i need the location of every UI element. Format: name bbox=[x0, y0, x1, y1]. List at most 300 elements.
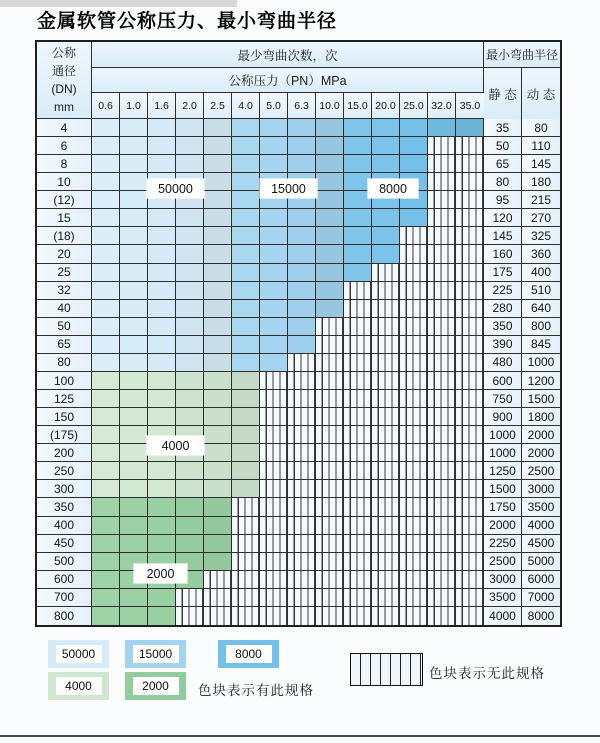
static-radius-value: 95 bbox=[484, 191, 522, 209]
spec-cell bbox=[400, 137, 428, 155]
spec-cell bbox=[120, 480, 148, 498]
no-spec-hatch-cell bbox=[456, 517, 484, 535]
no-spec-hatch-cell bbox=[456, 245, 484, 263]
spec-cell bbox=[148, 137, 176, 155]
no-spec-hatch-cell bbox=[260, 372, 288, 390]
no-spec-hatch-cell bbox=[428, 318, 456, 336]
dn-cell-700: 700 bbox=[37, 589, 92, 607]
legend-swatch-2000 bbox=[125, 672, 186, 700]
static-radius-value: 2500 bbox=[484, 553, 522, 571]
spec-cell bbox=[204, 498, 232, 516]
dynamic-radius-value: 5000 bbox=[522, 553, 560, 571]
dn-corner-line-1: 通径 bbox=[51, 64, 76, 78]
no-spec-hatch-cell bbox=[260, 390, 288, 408]
no-spec-hatch-cell bbox=[288, 571, 316, 589]
spec-cell bbox=[92, 571, 120, 589]
spec-cell bbox=[288, 318, 316, 336]
spec-cell bbox=[148, 390, 176, 408]
spec-cell bbox=[316, 137, 344, 155]
dn-cell-40: 40 bbox=[37, 300, 92, 318]
spec-cell bbox=[344, 209, 372, 227]
no-spec-hatch-cell bbox=[372, 318, 400, 336]
no-spec-hatch-cell bbox=[372, 390, 400, 408]
spec-cell bbox=[176, 517, 204, 535]
spec-cell bbox=[288, 282, 316, 300]
spec-cell bbox=[204, 480, 232, 498]
spec-cell bbox=[204, 426, 232, 444]
no-spec-hatch-cell bbox=[428, 589, 456, 607]
no-spec-hatch-cell bbox=[232, 498, 260, 516]
spec-cell bbox=[232, 480, 260, 498]
dynamic-radius-value: 2000 bbox=[522, 426, 560, 444]
spec-cell bbox=[92, 462, 120, 480]
dynamic-radius-value: 325 bbox=[522, 227, 560, 245]
spec-cell bbox=[176, 227, 204, 245]
spec-cell bbox=[120, 462, 148, 480]
spec-cell bbox=[148, 607, 176, 625]
static-radius-value: 1750 bbox=[484, 498, 522, 516]
spec-cell bbox=[260, 354, 288, 372]
dynamic-radius-value: 360 bbox=[522, 245, 560, 263]
spec-cell bbox=[288, 300, 316, 318]
spec-cell bbox=[120, 282, 148, 300]
no-spec-hatch-cell bbox=[288, 372, 316, 390]
dynamic-radius-value: 110 bbox=[522, 137, 560, 155]
no-spec-hatch-cell bbox=[456, 191, 484, 209]
no-spec-hatch-cell bbox=[428, 571, 456, 589]
spec-cell bbox=[232, 282, 260, 300]
spec-cell bbox=[260, 119, 288, 137]
no-spec-hatch-cell bbox=[316, 571, 344, 589]
spec-cell bbox=[316, 155, 344, 173]
no-spec-hatch-cell bbox=[400, 300, 428, 318]
spec-cell bbox=[204, 444, 232, 462]
no-spec-hatch-cell bbox=[428, 372, 456, 390]
spec-cell bbox=[372, 155, 400, 173]
spec-cell bbox=[260, 318, 288, 336]
static-radius-value: 175 bbox=[484, 264, 522, 282]
no-spec-hatch-cell bbox=[372, 282, 400, 300]
no-spec-hatch-cell bbox=[372, 535, 400, 553]
spec-cell bbox=[400, 209, 428, 227]
no-spec-hatch-cell bbox=[456, 462, 484, 480]
no-spec-hatch-cell bbox=[456, 173, 484, 191]
spec-cell bbox=[176, 264, 204, 282]
dn-cell-25: 25 bbox=[37, 264, 92, 282]
static-radius-value: 390 bbox=[484, 336, 522, 354]
no-spec-hatch-cell bbox=[288, 354, 316, 372]
spec-cell bbox=[120, 408, 148, 426]
spec-cell bbox=[92, 245, 120, 263]
spec-cell bbox=[92, 589, 120, 607]
no-spec-hatch-cell bbox=[428, 264, 456, 282]
no-spec-hatch-cell bbox=[456, 137, 484, 155]
spec-cell bbox=[92, 444, 120, 462]
dynamic-radius-value: 845 bbox=[522, 336, 560, 354]
spec-cell bbox=[92, 264, 120, 282]
no-spec-hatch-cell bbox=[428, 336, 456, 354]
spec-cell bbox=[148, 535, 176, 553]
no-spec-hatch-cell bbox=[400, 336, 428, 354]
spec-cell bbox=[176, 480, 204, 498]
spec-cell bbox=[176, 390, 204, 408]
static-radius-value: 3000 bbox=[484, 571, 522, 589]
no-spec-hatch-cell bbox=[400, 318, 428, 336]
no-spec-hatch-cell bbox=[260, 517, 288, 535]
spec-cell bbox=[120, 336, 148, 354]
static-radius-value: 1250 bbox=[484, 462, 522, 480]
no-spec-hatch-cell bbox=[428, 535, 456, 553]
no-spec-hatch-cell bbox=[316, 426, 344, 444]
dn-cell-250: 250 bbox=[37, 462, 92, 480]
pressure-tick-2.5: 2.5 bbox=[204, 93, 232, 119]
spec-cell bbox=[260, 227, 288, 245]
spec-cell bbox=[232, 191, 260, 209]
spec-cell bbox=[288, 227, 316, 245]
no-spec-hatch-cell bbox=[372, 444, 400, 462]
dynamic-radius-value: 7000 bbox=[522, 589, 560, 607]
spec-cell bbox=[120, 173, 148, 191]
spec-cell bbox=[232, 119, 260, 137]
spec-cell bbox=[176, 155, 204, 173]
no-spec-hatch-cell bbox=[372, 372, 400, 390]
pressure-tick-2.0: 2.0 bbox=[176, 93, 204, 119]
no-spec-hatch-cell bbox=[204, 571, 232, 589]
spec-cell bbox=[316, 282, 344, 300]
no-spec-hatch-cell bbox=[372, 300, 400, 318]
spec-cell bbox=[92, 119, 120, 137]
spec-cell bbox=[204, 535, 232, 553]
spec-cell bbox=[92, 372, 120, 390]
no-spec-hatch-cell bbox=[176, 607, 204, 625]
no-spec-hatch-cell bbox=[456, 408, 484, 426]
spec-cell bbox=[148, 517, 176, 535]
spec-cell bbox=[400, 155, 428, 173]
no-spec-hatch-cell bbox=[260, 535, 288, 553]
spec-cell bbox=[204, 553, 232, 571]
static-radius-value: 280 bbox=[484, 300, 522, 318]
spec-cell bbox=[176, 137, 204, 155]
no-spec-hatch-cell bbox=[372, 264, 400, 282]
spec-cell bbox=[372, 209, 400, 227]
no-spec-hatch-cell bbox=[456, 390, 484, 408]
spec-cell bbox=[148, 155, 176, 173]
dynamic-radius-value: 2000 bbox=[522, 444, 560, 462]
no-spec-hatch-cell bbox=[428, 607, 456, 625]
no-spec-hatch-cell bbox=[260, 553, 288, 571]
dynamic-radius-value: 180 bbox=[522, 173, 560, 191]
spec-cell bbox=[260, 137, 288, 155]
spec-cell bbox=[204, 155, 232, 173]
spec-cell bbox=[120, 444, 148, 462]
spec-cell bbox=[120, 191, 148, 209]
no-spec-hatch-cell bbox=[456, 264, 484, 282]
dn-cell-20: 20 bbox=[37, 245, 92, 263]
dynamic-radius-value: 800 bbox=[522, 318, 560, 336]
dn-cell-(175): (175) bbox=[37, 426, 92, 444]
no-spec-hatch-cell bbox=[260, 480, 288, 498]
no-spec-hatch-cell bbox=[344, 354, 372, 372]
no-spec-hatch-cell bbox=[344, 300, 372, 318]
no-spec-hatch-cell bbox=[456, 282, 484, 300]
dn-cell-6: 6 bbox=[37, 137, 92, 155]
dn-cell-15: 15 bbox=[37, 209, 92, 227]
pressure-tick-25.0: 25.0 bbox=[400, 93, 428, 119]
static-radius-value: 750 bbox=[484, 390, 522, 408]
band-label-2000: 2000 bbox=[134, 564, 187, 583]
spec-cell bbox=[232, 336, 260, 354]
spec-cell bbox=[148, 372, 176, 390]
spec-cell bbox=[204, 318, 232, 336]
spec-cell bbox=[204, 462, 232, 480]
legend-swatch-50000 bbox=[48, 640, 109, 668]
no-spec-hatch-cell bbox=[372, 408, 400, 426]
no-spec-hatch-cell bbox=[316, 444, 344, 462]
no-spec-hatch-cell bbox=[316, 372, 344, 390]
spec-cell bbox=[176, 408, 204, 426]
static-radius-value: 1500 bbox=[484, 480, 522, 498]
spec-cell bbox=[92, 480, 120, 498]
no-spec-hatch-cell bbox=[232, 517, 260, 535]
no-spec-hatch-cell bbox=[456, 426, 484, 444]
static-radius-value: 900 bbox=[484, 408, 522, 426]
legend-swatch-label: 15000 bbox=[133, 645, 179, 663]
spec-cell bbox=[92, 137, 120, 155]
spec-cell bbox=[120, 209, 148, 227]
spec-cell bbox=[400, 119, 428, 137]
no-spec-hatch-cell bbox=[456, 571, 484, 589]
spec-cell bbox=[232, 137, 260, 155]
spec-cell bbox=[288, 155, 316, 173]
no-spec-hatch-cell bbox=[428, 480, 456, 498]
pressure-tick-0.6: 0.6 bbox=[92, 93, 120, 119]
spec-cell bbox=[92, 426, 120, 444]
spec-cell bbox=[120, 390, 148, 408]
dn-cell-125: 125 bbox=[37, 390, 92, 408]
dynamic-radius-value: 4500 bbox=[522, 535, 560, 553]
dynamic-radius-value: 2500 bbox=[522, 462, 560, 480]
spec-cell bbox=[316, 245, 344, 263]
spec-cell bbox=[92, 408, 120, 426]
spec-cell bbox=[260, 209, 288, 227]
no-spec-hatch-cell bbox=[288, 535, 316, 553]
spec-cell bbox=[316, 119, 344, 137]
no-spec-hatch-cell bbox=[288, 517, 316, 535]
no-spec-hatch-cell bbox=[428, 390, 456, 408]
spec-cell bbox=[148, 408, 176, 426]
no-spec-hatch-cell bbox=[428, 426, 456, 444]
spec-cell bbox=[260, 336, 288, 354]
spec-cell bbox=[316, 300, 344, 318]
no-spec-hatch-cell bbox=[316, 354, 344, 372]
spec-cell bbox=[120, 318, 148, 336]
spec-cell bbox=[260, 245, 288, 263]
pressure-tick-32.0: 32.0 bbox=[428, 93, 456, 119]
no-spec-hatch-cell bbox=[176, 589, 204, 607]
spec-cell bbox=[204, 300, 232, 318]
spec-cell bbox=[148, 480, 176, 498]
no-spec-hatch-cell bbox=[344, 571, 372, 589]
pressure-tick-1.6: 1.6 bbox=[148, 93, 176, 119]
spec-cell bbox=[232, 209, 260, 227]
static-radius-value: 225 bbox=[484, 282, 522, 300]
no-spec-hatch-cell bbox=[372, 571, 400, 589]
static-radius-value: 35 bbox=[484, 119, 522, 137]
no-spec-hatch-cell bbox=[400, 264, 428, 282]
no-spec-hatch-cell bbox=[372, 589, 400, 607]
spec-cell bbox=[176, 336, 204, 354]
no-spec-hatch-cell bbox=[372, 607, 400, 625]
no-spec-hatch-cell bbox=[428, 245, 456, 263]
dynamic-radius-value: 400 bbox=[522, 264, 560, 282]
no-spec-hatch-cell bbox=[316, 336, 344, 354]
static-radius-value: 50 bbox=[484, 137, 522, 155]
spec-cell bbox=[372, 119, 400, 137]
no-spec-hatch-cell bbox=[344, 589, 372, 607]
no-spec-hatch-cell bbox=[428, 444, 456, 462]
spec-cell bbox=[176, 300, 204, 318]
no-spec-hatch-cell bbox=[288, 607, 316, 625]
spec-cell bbox=[176, 282, 204, 300]
no-spec-hatch-cell bbox=[428, 191, 456, 209]
dn-cell-150: 150 bbox=[37, 408, 92, 426]
no-spec-hatch-cell bbox=[400, 444, 428, 462]
no-spec-hatch-cell bbox=[372, 462, 400, 480]
no-spec-hatch-cell bbox=[400, 553, 428, 571]
spec-cell bbox=[120, 589, 148, 607]
legend-swatch-label: 8000 bbox=[226, 645, 272, 663]
dynamic-radius-value: 640 bbox=[522, 300, 560, 318]
dn-cell-600: 600 bbox=[37, 571, 92, 589]
legend-has-spec-text: 色块表示有此规格 bbox=[198, 683, 314, 698]
no-spec-hatch-cell bbox=[232, 589, 260, 607]
band-label-8000: 8000 bbox=[368, 179, 418, 198]
spec-cell bbox=[176, 498, 204, 516]
legend-swatch-15000 bbox=[125, 640, 186, 668]
no-spec-hatch-cell bbox=[456, 209, 484, 227]
no-spec-hatch-cell bbox=[428, 227, 456, 245]
spec-cell bbox=[148, 264, 176, 282]
no-spec-hatch-cell bbox=[344, 282, 372, 300]
no-spec-hatch-cell bbox=[288, 426, 316, 444]
dn-cell-(12): (12) bbox=[37, 191, 92, 209]
no-spec-hatch-cell bbox=[260, 498, 288, 516]
no-spec-hatch-cell bbox=[400, 372, 428, 390]
no-spec-hatch-cell bbox=[344, 372, 372, 390]
legend-swatch-8000 bbox=[218, 640, 279, 668]
no-spec-hatch-cell bbox=[456, 318, 484, 336]
no-spec-hatch-cell bbox=[288, 408, 316, 426]
dn-cell-300: 300 bbox=[37, 480, 92, 498]
spec-cell bbox=[204, 245, 232, 263]
no-spec-hatch-cell bbox=[428, 408, 456, 426]
dn-cell-4: 4 bbox=[37, 119, 92, 137]
static-radius-value: 80 bbox=[484, 173, 522, 191]
no-spec-hatch-cell bbox=[344, 408, 372, 426]
spec-cell bbox=[120, 498, 148, 516]
spec-cell bbox=[148, 354, 176, 372]
spec-cell bbox=[120, 607, 148, 625]
no-spec-hatch-cell bbox=[456, 535, 484, 553]
no-spec-hatch-cell bbox=[456, 336, 484, 354]
spec-cell bbox=[148, 589, 176, 607]
dynamic-radius-value: 1200 bbox=[522, 372, 560, 390]
dn-cell-100: 100 bbox=[37, 372, 92, 390]
static-radius-value: 1000 bbox=[484, 426, 522, 444]
no-spec-hatch-cell bbox=[232, 535, 260, 553]
spec-cell bbox=[92, 209, 120, 227]
spec-cell bbox=[176, 245, 204, 263]
spec-cell bbox=[92, 607, 120, 625]
no-spec-hatch-cell bbox=[204, 607, 232, 625]
static-radius-value: 65 bbox=[484, 155, 522, 173]
spec-cell bbox=[92, 517, 120, 535]
no-spec-hatch-cell bbox=[428, 282, 456, 300]
no-spec-hatch-cell bbox=[456, 227, 484, 245]
pressure-tick-20.0: 20.0 bbox=[372, 93, 400, 119]
dynamic-radius-value: 215 bbox=[522, 191, 560, 209]
dn-cell-400: 400 bbox=[37, 517, 92, 535]
no-spec-hatch-cell bbox=[288, 444, 316, 462]
spec-cell bbox=[120, 137, 148, 155]
spec-cell bbox=[120, 245, 148, 263]
no-spec-hatch-cell bbox=[456, 480, 484, 498]
spec-cell bbox=[120, 264, 148, 282]
spec-cell bbox=[176, 535, 204, 553]
legend-hatch-block bbox=[350, 653, 423, 686]
static-radius-value: 1000 bbox=[484, 444, 522, 462]
spec-cell bbox=[148, 462, 176, 480]
legend-swatch-4000 bbox=[48, 672, 109, 700]
pressure-tick-1.0: 1.0 bbox=[120, 93, 148, 119]
no-spec-hatch-cell bbox=[400, 462, 428, 480]
spec-cell bbox=[232, 372, 260, 390]
spec-cell bbox=[92, 390, 120, 408]
no-spec-hatch-cell bbox=[316, 607, 344, 625]
spec-cell bbox=[316, 209, 344, 227]
pressure-tick-6.3: 6.3 bbox=[288, 93, 316, 119]
no-spec-hatch-cell bbox=[400, 517, 428, 535]
spec-cell bbox=[120, 227, 148, 245]
spec-cell bbox=[232, 155, 260, 173]
no-spec-hatch-cell bbox=[260, 462, 288, 480]
spec-cell bbox=[92, 498, 120, 516]
spec-cell bbox=[92, 155, 120, 173]
dn-cell-80: 80 bbox=[37, 354, 92, 372]
bend-times-header: 最少弯曲次数，次 bbox=[92, 42, 484, 68]
spec-cell bbox=[120, 426, 148, 444]
band-label-15000: 15000 bbox=[260, 179, 317, 198]
no-spec-hatch-cell bbox=[400, 282, 428, 300]
static-radius-value: 2000 bbox=[484, 517, 522, 535]
no-spec-hatch-cell bbox=[456, 553, 484, 571]
no-spec-hatch-cell bbox=[316, 318, 344, 336]
no-spec-hatch-cell bbox=[400, 245, 428, 263]
spec-cell bbox=[372, 227, 400, 245]
dn-cell-350: 350 bbox=[37, 498, 92, 516]
dn-cell-10: 10 bbox=[37, 173, 92, 191]
spec-cell bbox=[176, 209, 204, 227]
no-spec-hatch-cell bbox=[288, 498, 316, 516]
bottom-rule bbox=[0, 735, 600, 737]
spec-cell bbox=[204, 173, 232, 191]
dynamic-radius-value: 4000 bbox=[522, 517, 560, 535]
band-label-4000: 4000 bbox=[147, 436, 204, 455]
dn-cell-200: 200 bbox=[37, 444, 92, 462]
no-spec-hatch-cell bbox=[260, 408, 288, 426]
no-spec-hatch-cell bbox=[344, 318, 372, 336]
dn-cell-450: 450 bbox=[37, 535, 92, 553]
